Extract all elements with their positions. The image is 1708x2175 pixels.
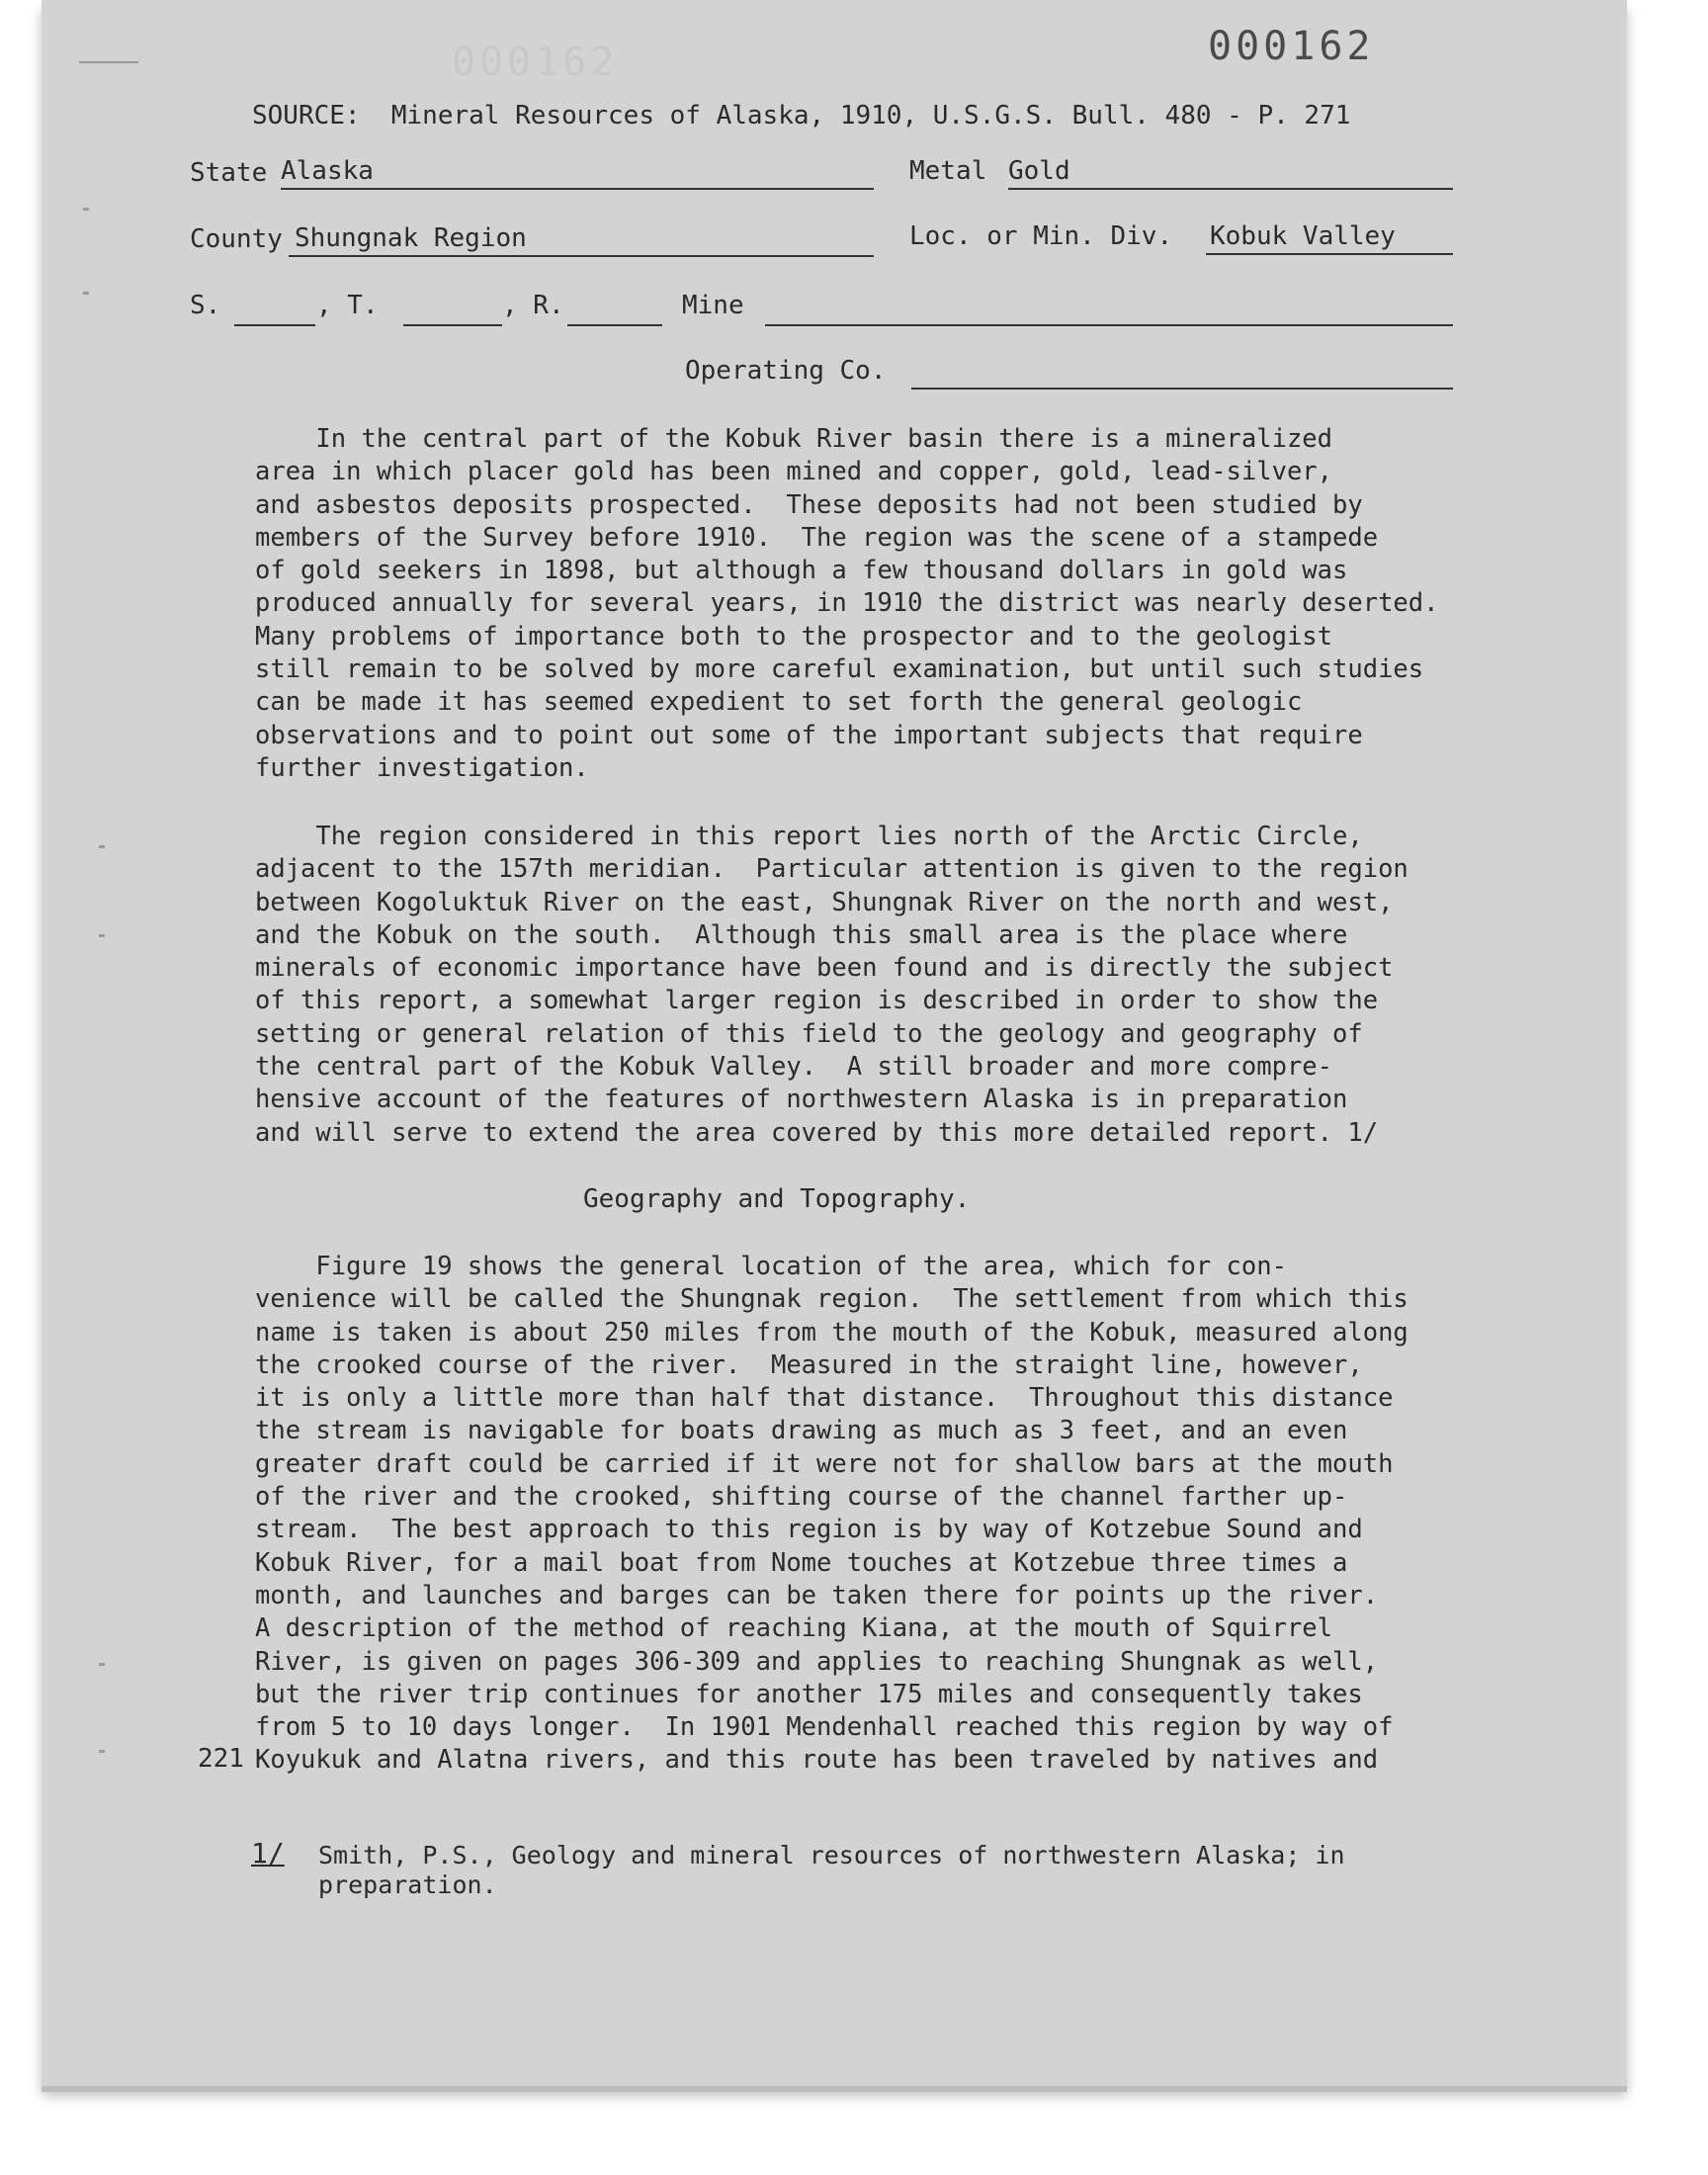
- section-heading: Geography and Topography.: [583, 1184, 971, 1214]
- metal-value: Gold: [1008, 156, 1070, 186]
- mine-field: [765, 293, 1453, 326]
- scan-mark: [99, 1750, 105, 1753]
- scan-mark: [83, 292, 89, 295]
- margin-page-number: 221: [198, 1744, 244, 1774]
- state-field: [281, 156, 874, 190]
- operating-co-field: [911, 356, 1453, 390]
- paragraph-intro: In the central part of the Kobuk River basin there is a mineralized area in which placer gold has been mined and copper, gold, lead-silver, and asbestos deposits prospected. These deposits had not been studied by members of the Survey before 1910. The region was the scene of a stampede of gold seekers in 1898, but although a few thousand dollars in gold was produced annually for several years, in 1910 the district was nearly deserted. Many problems of importance both to the prospector and to the geologist still remain to be solved by more careful examination, but until such studies can be made it has seemed expedient to set forth the general geologic observations and to point out some of the important subjects that require further investigation.: [255, 424, 1439, 783]
- state-label: State: [190, 158, 268, 188]
- bleed-through-stamp: 000162: [452, 40, 619, 85]
- section-field: [234, 293, 315, 326]
- scan-mark: [79, 61, 138, 63]
- footnote-text: Smith, P.S., Geology and mineral resources of northwestern Alaska; in preparation.: [318, 1841, 1345, 1899]
- county-label: County: [190, 224, 283, 254]
- state-value: Alaska: [281, 156, 374, 186]
- page-number-stamp: 000162: [1208, 24, 1375, 69]
- township-label: , T.: [316, 291, 379, 320]
- county-field: [289, 223, 874, 257]
- loc-label: Loc. or Min. Div.: [909, 221, 1173, 251]
- metal-label: Metal: [909, 156, 987, 186]
- scan-mark: [99, 934, 105, 937]
- range-field: [567, 293, 662, 326]
- paragraph-region: The region considered in this report lies north of the Arctic Circle, adjacent to the 157th meridian. Particular attention is given to the region between Kogoluktuk River on the east, Shungnak River on the north and west, and the Kobuk on the south. Although this small area is the place where minerals of economic importance have been found and is directly the subject of this report, a somewhat larger region is described in order to show the setting or general relation of this field to the geology and geography of the central part of the Kobuk Valley. A still broader and more compre- hensive account of the features of northwestern Alaska is in preparation and will serve to extend the area covered by this more detailed report. 1/: [255, 822, 1409, 1148]
- range-label: , R.: [502, 291, 564, 320]
- document-page: [42, 0, 1627, 2086]
- paragraph-geography: Figure 19 shows the general location of the area, which for con- venience will be called the Shungnak region. The settlement from which this name is taken is about 250 miles from the mouth of the Kobuk, measured along the crooked course of the river. Measured in the straight line, however, it is only a little more than half that distance. Throughout this distance the stream is navigable for boats drawing as much as 3 feet, and an even greater draft could be carried if it were not for shallow bars at the mouth of the river and the crooked, shifting course of the channel farther up- stream. The best approach to this region is by way of Kotzebue Sound and Kobuk River, for a mail boat from Nome touches at Kotzebue three times a month, and launches and barges can be taken there for points up the river. A description of the method of reaching Kiana, at the mouth of Squirrel River, is given on pages 306-309 and applies to reaching Shungnak as well, but the river trip continues for another 175 miles and consequently takes from 5 to 10 days longer. In 1901 Mendenhall reached this region by way of Koyukuk and Alatna rivers, and this route has been traveled by natives and: [255, 1252, 1409, 1776]
- loc-value: Kobuk Valley: [1210, 221, 1396, 251]
- operating-co-label: Operating Co.: [685, 356, 887, 386]
- scan-mark: [99, 845, 105, 848]
- loc-field: [1206, 221, 1453, 255]
- scan-mark: [99, 1663, 105, 1666]
- source-line: SOURCE: Mineral Resources of Alaska, 1910, U.S.G.S. Bull. 480 - P. 271: [252, 101, 1351, 130]
- section-label: S.: [190, 291, 221, 320]
- metal-field: [1008, 156, 1453, 190]
- scan-mark: [83, 208, 89, 211]
- mine-label: Mine: [682, 291, 744, 320]
- footnote-marker: 1/: [251, 1837, 285, 1870]
- township-field: [403, 293, 502, 326]
- county-value: Shungnak Region: [295, 223, 527, 253]
